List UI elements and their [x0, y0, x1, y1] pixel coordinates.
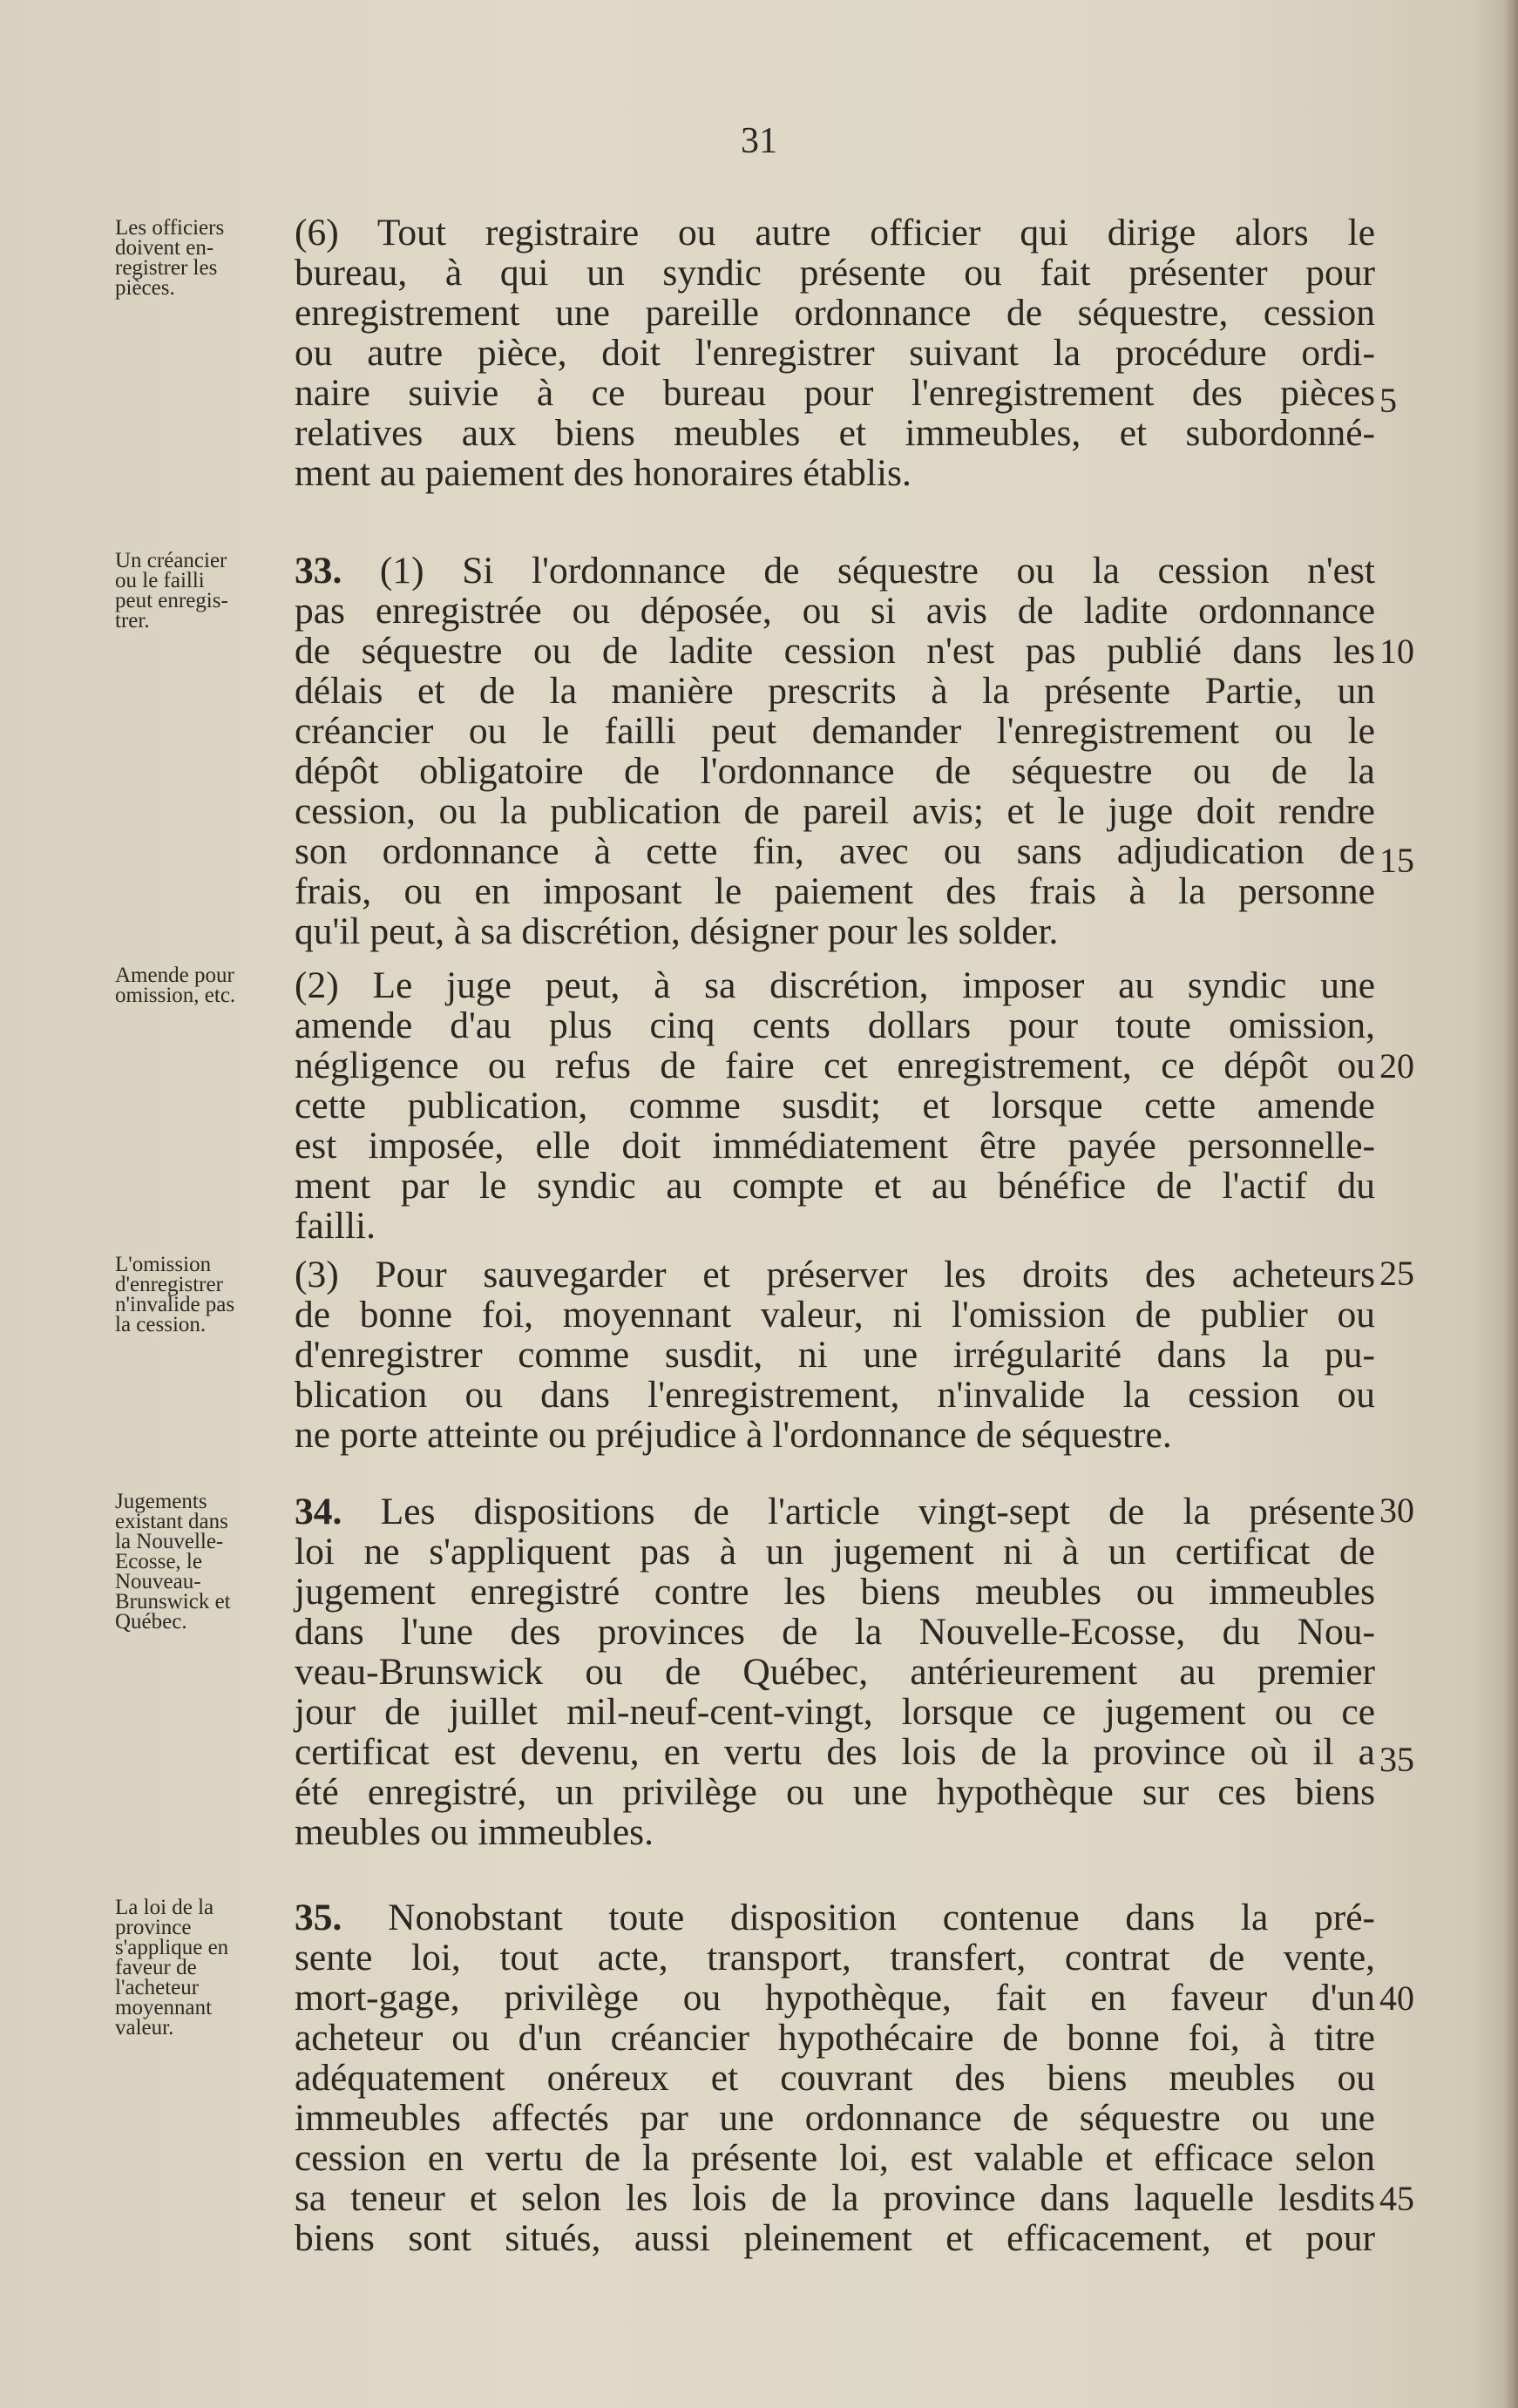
text-line: naire suivie à ce bureau pour l'enregistrement des pièces [295, 372, 1375, 414]
text-line: acheteur ou d'un créancier hypothécaire de bonne foi, à titre [295, 2017, 1375, 2059]
text-line: (6) Tout registraire ou autre officier qui dirige alors le [295, 212, 1375, 254]
text-line: dans l'une des provinces de la Nouvelle-Ecosse, du Nou- [295, 1611, 1375, 1653]
margin-note-line: la Nouvelle- [115, 1530, 224, 1553]
margin-note-line: L'omission [115, 1253, 212, 1276]
page-edge-shadow [1504, 0, 1518, 2408]
margin-note-line: Jugements [115, 1490, 207, 1513]
margin-note-line: Ecosse, le [115, 1550, 202, 1573]
text-line: biens sont situés, aussi pleinement et efficacement, et pour [295, 2217, 1375, 2259]
text-line: jour de juillet mil-neuf-cent-vingt, lorsque ce jugement ou ce [295, 1691, 1375, 1733]
margin-note-jugements [115, 1491, 285, 1632]
text-line [295, 1897, 1375, 1938]
text-line: cession en vertu de la présente loi, est valable et efficace selon [295, 2137, 1375, 2179]
margin-note-line: La loi de la [115, 1896, 214, 1919]
text-line: son ordonnance à cette fin, avec ou sans adjudication de [295, 830, 1375, 872]
text-line: immeubles affectés par une ordonnance de séquestre ou une [295, 2097, 1375, 2139]
text-line: ment au paiement des honoraires établis. [295, 452, 911, 494]
text-line: dépôt obligatoire de l'ordonnance de séquestre ou de la [295, 750, 1375, 792]
text-line-content: ou autre pièce, doit l'enregistrer suivant la procédure ordi- [295, 332, 1375, 374]
text-line: jugement enregistré contre les biens meubles ou immeubles [295, 1571, 1375, 1613]
text-line: de séquestre ou de ladite cession n'est pas publié dans les [295, 630, 1375, 672]
text-line: blication ou dans l'enregistrement, n'invalide la cession ou [295, 1374, 1375, 1416]
line-number: 25 [1379, 1254, 1414, 1293]
margin-note-line: Brunswick et [115, 1590, 231, 1613]
text-line: négligence ou refus de faire cet enregistrement, ce dépôt ou [295, 1045, 1375, 1086]
line-number: 40 [1379, 1978, 1414, 2018]
margin-note-omission [115, 1255, 285, 1335]
text-line: de bonne foi, moyennant valeur, ni l'omission de publier ou [295, 1294, 1375, 1336]
text-line: est imposée, elle doit immédiatement être payée personnelle- [295, 1125, 1375, 1167]
text-line: veau-Brunswick ou de Québec, antérieurement au premier [295, 1651, 1375, 1693]
margin-note-line: province [115, 1916, 192, 1939]
text-line: frais, ou en imposant le paiement des frais à la personne [295, 870, 1375, 912]
text-line: cession, ou la publication de pareil avis; et le juge doit rendre [295, 790, 1375, 832]
paragraph-6 [295, 213, 1375, 493]
text-line: été enregistré, un privilège ou une hypothèque sur ces biens [295, 1771, 1375, 1813]
margin-note-loi-province [115, 1897, 285, 2038]
margin-note-line: ou le failli [115, 569, 205, 592]
text-line-content: (1) Si l'ordonnance de séquestre ou la cession n'est [342, 550, 1375, 592]
text-line: créancier ou le failli peut demander l'enregistrement ou le [295, 710, 1375, 752]
margin-note-line: faveur de [115, 1956, 197, 1979]
text-line: adéquatement onéreux et couvrant des biens meubles ou [295, 2057, 1375, 2099]
text-line: (3) Pour sauvegarder et préserver les droits des acheteurs [295, 1254, 1375, 1295]
line-number: 35 [1379, 1740, 1414, 1779]
margin-note-line: omission, etc. [115, 984, 236, 1007]
line-number: 15 [1379, 841, 1414, 880]
line-number: 20 [1379, 1046, 1414, 1086]
text-line: relatives aux biens meubles et immeubles, et subordonné- [295, 412, 1375, 454]
margin-note-line: trer. [115, 609, 150, 632]
margin-note-line: valeur. [115, 2016, 174, 2039]
text-line: certificat est devenu, en vertu des lois de la province où il a [295, 1731, 1375, 1773]
margin-note-officiers [115, 218, 285, 298]
text-line: ne porte atteinte ou préjudice à l'ordonnance de séquestre. [295, 1414, 1172, 1456]
margin-note-line: peut enregis- [115, 589, 228, 612]
margin-note-line: doivent en- [115, 236, 214, 260]
section-33-2 [295, 965, 1375, 1246]
text-line: enregistrement une pareille ordonnance de séquestre, cession [295, 292, 1375, 334]
section-number: 33. [295, 550, 342, 592]
section-33-3 [295, 1255, 1375, 1455]
margin-note-line: Amende pour [115, 964, 234, 987]
margin-note-line: Québec. [115, 1610, 187, 1634]
text-line: d'enregistrer comme susdit, ni une irrégularité dans la pu- [295, 1334, 1375, 1376]
margin-note-line: l'acheteur [115, 1976, 200, 1999]
text-line: (2) Le juge peut, à sa discrétion, imposer au syndic une [295, 964, 1375, 1006]
text-line [295, 333, 1375, 373]
line-number: 45 [1379, 2179, 1414, 2218]
text-line: sente loi, tout acte, transport, transfert, contrat de vente, [295, 1937, 1375, 1978]
margin-note-line: moyennant [115, 1996, 213, 2019]
section-number: 34. [295, 1491, 342, 1532]
text-line [295, 1491, 1375, 1532]
margin-note-line: s'applique en [115, 1936, 229, 1959]
margin-note-line: la cession. [115, 1313, 207, 1336]
section-35 [295, 1897, 1375, 2258]
text-line: qu'il peut, à sa discrétion, désigner pour les solder. [295, 910, 1059, 952]
margin-note-line: pièces. [115, 276, 175, 300]
text-line-content: Les dispositions de l'article vingt-sept de la présente [342, 1491, 1375, 1532]
margin-note-line: Nouveau- [115, 1570, 201, 1593]
text-line: cette publication, comme susdit; et lorsque cette amende [295, 1085, 1375, 1126]
text-line: sa teneur et selon les lois de la province dans laquelle lesdits [295, 2177, 1375, 2219]
section-34 [295, 1491, 1375, 1852]
text-line: failli. [295, 1205, 376, 1247]
text-line: loi ne s'appliquent pas à un jugement ni à un certificat de [295, 1531, 1375, 1573]
text-line-content: Nonobstant toute disposition contenue dans la pré- [342, 1897, 1375, 1938]
margin-note-amende [115, 965, 285, 1005]
text-line [295, 551, 1375, 591]
margin-note-creancier [115, 551, 285, 631]
page-number: 31 [741, 121, 777, 161]
margin-note-line: registrer les [115, 256, 218, 280]
line-number: 10 [1379, 632, 1414, 671]
text-line: pas enregistrée ou déposée, ou si avis de ladite ordonnance [295, 590, 1375, 632]
margin-note-line: Un créancier [115, 549, 227, 572]
text-line: ment par le syndic au compte et au bénéfice de l'actif du [295, 1165, 1375, 1207]
text-line: meubles ou immeubles. [295, 1811, 654, 1853]
margin-note-line: Les officiers [115, 216, 225, 240]
margin-note-line: n'invalide pas [115, 1293, 235, 1316]
text-line: bureau, à qui un syndic présente ou fait présenter pour [295, 252, 1375, 294]
line-number: 30 [1379, 1491, 1414, 1530]
section-number: 35. [295, 1897, 342, 1938]
text-line: amende d'au plus cinq cents dollars pour toute omission, [295, 1004, 1375, 1046]
margin-note-line: existant dans [115, 1510, 228, 1533]
text-line: mort-gage, privilège ou hypothèque, fait en faveur d'un [295, 1977, 1375, 2019]
text-line: délais et de la manière prescrits à la présente Partie, un [295, 670, 1375, 712]
section-33-1 [295, 551, 1375, 951]
line-number: 5 [1379, 381, 1397, 420]
margin-note-line: d'enregistrer [115, 1273, 223, 1296]
